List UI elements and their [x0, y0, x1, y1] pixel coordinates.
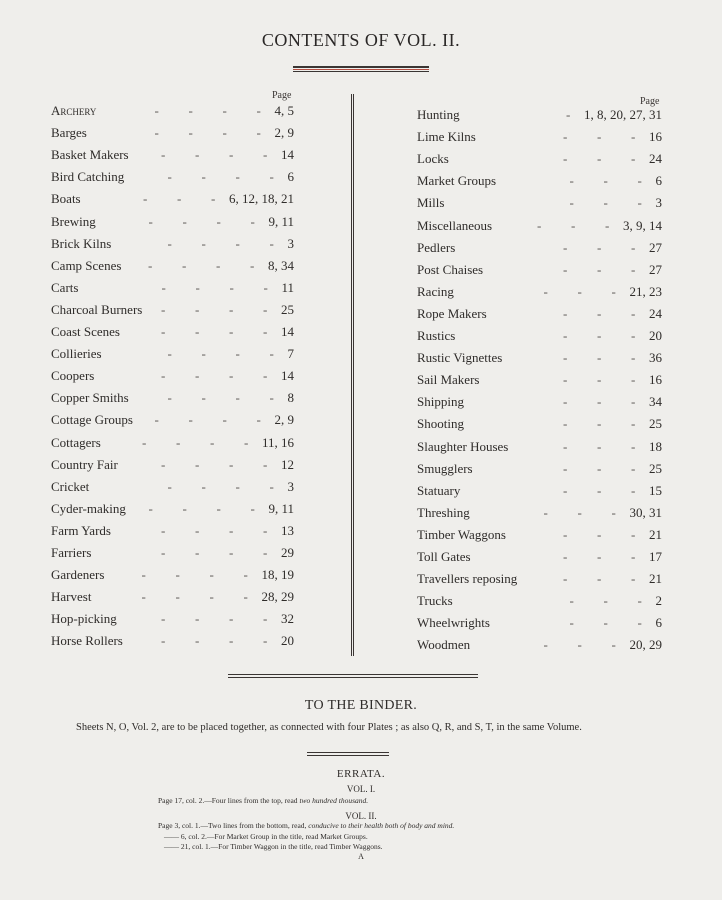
- entry-pages: 12: [281, 456, 294, 472]
- entry-pages: 11: [281, 279, 294, 295]
- right-entry: Lime Kilns - - - 16: [417, 129, 662, 145]
- entry-pages: 16: [649, 372, 662, 388]
- entry-pages: 4, 5: [274, 103, 294, 118]
- errata-vol2-line-1-italic: conducive to their health both of body and mind.: [308, 821, 455, 830]
- right-entry: Trucks - - - 2: [417, 593, 662, 609]
- entry-title: Coast Scenes: [51, 324, 120, 339]
- errata-vol2-label: VOL. II.: [345, 811, 377, 821]
- right-entry: Mills - - - 3: [417, 195, 662, 211]
- entry-pages: 6: [655, 615, 662, 631]
- entry-title: Toll Gates: [417, 549, 471, 564]
- entry-title: Wheelwrights: [417, 615, 490, 631]
- left-entry: Carts - - - - 11: [51, 279, 294, 295]
- left-entry: Barges - - - - 2, 9: [51, 125, 294, 141]
- entry-pages: 30, 31: [629, 504, 662, 520]
- entry-title: Charcoal Burners: [51, 301, 143, 317]
- entry-title: Miscellaneous: [417, 217, 493, 233]
- entry-pages: 1, 8, 20, 27, 31: [584, 107, 662, 122]
- entry-pages: 27: [649, 239, 662, 255]
- entry-pages: 14: [281, 147, 294, 163]
- left-entry: Cottagers - - - - 11, 16: [51, 434, 294, 450]
- entry-title: Mills: [417, 195, 445, 211]
- left-entry: Cyder-making - - - - 9, 11: [51, 500, 294, 516]
- left-entry: Archery - - - - 4, 5: [51, 103, 294, 118]
- page-title: CONTENTS OF VOL. II.: [261, 30, 461, 50]
- errata-vol2-line-1: [158, 821, 454, 830]
- right-entry: Shipping - - - 34: [417, 394, 662, 410]
- right-entry: Rustics - - - 20: [417, 328, 662, 343]
- entry-pages: 9, 11: [268, 500, 294, 516]
- left-entry: Charcoal Burners - - - - 25: [51, 301, 294, 317]
- entry-title: Woodmen: [417, 637, 471, 653]
- left-entry: Bird Catching - - - - 6: [51, 169, 294, 185]
- errata-vol1-line-text: Page 17, col. 2.—Four lines from the top, read: [158, 796, 298, 805]
- right-entry: Shooting - - - 25: [417, 416, 662, 432]
- entry-title: Sail Makers: [417, 372, 480, 388]
- right-entry: Hunting - 1, 8, 20, 27, 31: [417, 107, 662, 122]
- entry-pages: 14: [281, 368, 294, 384]
- entry-pages: 13: [281, 522, 294, 538]
- entry-title: Market Groups: [417, 173, 497, 189]
- entry-pages: 6: [287, 169, 294, 185]
- entry-title: Horse Rollers: [51, 633, 123, 649]
- right-entry: Travellers reposing - - - 21: [417, 571, 662, 587]
- left-entry: Basket Makers - - - - 14: [51, 147, 294, 163]
- left-entry: Copper Smiths - - - - 8: [51, 390, 294, 406]
- column-divider: [351, 94, 354, 656]
- entry-pages: 3: [287, 478, 294, 494]
- left-entry: Coopers - - - - 14: [51, 368, 294, 384]
- entry-title: Bird Catching: [51, 169, 125, 185]
- binder-note: Sheets N, O, Vol. 2, are to be placed together, as connected with four Plates ; as also Q, R, and S, T, in the same Volume.: [76, 722, 582, 733]
- errata-vol1-line-italic: two hundred thousand.: [299, 796, 369, 805]
- entry-title: Copper Smiths: [51, 390, 129, 406]
- errata-vol1-line: [158, 796, 368, 805]
- entry-title: Barges: [51, 125, 87, 141]
- left-entry: Gardeners - - - - 18, 19: [51, 567, 294, 583]
- right-entry: Statuary - - - 15: [417, 482, 662, 498]
- entry-pages: 18, 19: [261, 567, 294, 583]
- left-entry: Horse Rollers - - - - 20: [51, 633, 294, 649]
- right-entry: Slaughter Houses - - - 18: [417, 438, 662, 454]
- right-entry: Timber Waggons - - - 21: [417, 526, 662, 542]
- left-entry: Boats - - - 6, 12, 18, 21: [51, 191, 294, 207]
- entry-title: Cyder-making: [51, 500, 126, 516]
- entry-pages: 15: [649, 482, 662, 498]
- left-entry: Brick Kilns - - - - 3: [51, 235, 294, 251]
- right-page-label: Page: [640, 96, 660, 107]
- entry-pages: 25: [649, 460, 662, 476]
- left-entry: Farm Yards - - - - 13: [51, 522, 294, 538]
- entry-pages: 14: [281, 324, 294, 339]
- entry-pages: 8: [287, 390, 294, 406]
- left-entry: Harvest - - - - 28, 29: [51, 589, 294, 605]
- right-entry: Market Groups - - - 6: [417, 173, 662, 189]
- right-entry: Threshing - - - 30, 31: [417, 504, 662, 520]
- entry-title: Gardeners: [51, 567, 105, 583]
- entry-pages: 2, 9: [274, 125, 294, 141]
- entry-title: Camp Scenes: [51, 257, 122, 273]
- left-entry: Hop-picking - - - - 32: [51, 611, 294, 627]
- entry-pages: 16: [649, 129, 662, 145]
- entry-pages: 34: [649, 394, 662, 410]
- entry-title: Statuary: [417, 482, 461, 498]
- entry-title: Post Chaises: [417, 261, 484, 277]
- title-rule: [293, 66, 429, 72]
- entry-pages: 3, 9, 14: [623, 217, 662, 233]
- right-entry: Woodmen - - - 20, 29: [417, 637, 662, 653]
- entry-title: Farm Yards: [51, 522, 111, 538]
- entry-pages: 7: [287, 346, 294, 362]
- entry-title: Rustics: [417, 328, 456, 343]
- entry-pages: 6, 12, 18, 21: [229, 191, 294, 207]
- right-entry: Racing - - - 21, 23: [417, 283, 662, 299]
- right-entry: Smugglers - - - 25: [417, 460, 662, 476]
- entry-pages: 25: [281, 301, 294, 317]
- entry-pages: 3: [287, 235, 294, 251]
- entry-pages: 32: [281, 611, 294, 627]
- entry-pages: 11, 16: [261, 434, 294, 450]
- errata-vol2-line-3: —— 21, col. 1.—For Timber Waggon in the title, read Timber Waggons.: [164, 842, 383, 851]
- entry-title: Basket Makers: [51, 147, 129, 163]
- entry-title: Collieries: [51, 346, 102, 362]
- left-entry: Cottage Groups - - - - 2, 9: [51, 412, 294, 428]
- right-entry: Rope Makers - - - 24: [417, 305, 662, 321]
- entry-pages: 2, 9: [274, 412, 294, 428]
- entry-title: Brewing: [51, 213, 96, 229]
- entry-title: Hop-picking: [51, 611, 117, 627]
- errata-title: ERRATA.: [336, 768, 386, 780]
- entry-pages: 21: [649, 526, 662, 542]
- entry-title: Cottagers: [51, 434, 101, 450]
- right-entry: Post Chaises - - - 27: [417, 261, 662, 277]
- entry-title: Cottage Groups: [51, 412, 133, 428]
- binder-title: TO THE BINDER.: [304, 698, 418, 713]
- left-entry: Camp Scenes - - - - 8, 34: [51, 257, 294, 273]
- entry-title: Trucks: [417, 593, 453, 609]
- entry-title: Locks: [417, 151, 449, 167]
- left-entry: Collieries - - - - 7: [51, 346, 294, 362]
- right-entry: Locks - - - 24: [417, 151, 662, 167]
- entry-pages: 28, 29: [261, 589, 294, 605]
- entry-title: Rope Makers: [417, 305, 487, 321]
- entry-title: Shipping: [417, 394, 464, 410]
- right-entry: Rustic Vignettes - - - 36: [417, 350, 662, 366]
- entry-title: Harvest: [51, 589, 92, 605]
- left-entry: Cricket - - - - 3: [51, 478, 294, 494]
- entry-pages: 36: [649, 350, 662, 366]
- entry-pages: 21: [649, 571, 662, 587]
- entry-title: Coopers: [51, 368, 95, 384]
- entry-pages: 6: [655, 173, 662, 189]
- entry-title: Racing: [417, 283, 454, 299]
- entry-title: Pedlers: [417, 239, 456, 255]
- entry-pages: 20, 29: [629, 637, 662, 653]
- entry-pages: 24: [649, 305, 662, 321]
- entry-pages: 24: [649, 151, 662, 167]
- errata-vol2-line-1-text: Page 3, col. 1.—Two lines from the bottom, read,: [158, 821, 307, 830]
- right-entry: Miscellaneous - - - 3, 9, 14: [417, 217, 662, 233]
- entry-pages: 9, 11: [268, 213, 294, 229]
- left-entry: Brewing - - - - 9, 11: [51, 213, 294, 229]
- entry-pages: 27: [649, 261, 662, 277]
- entry-title: Slaughter Houses: [417, 438, 509, 454]
- entry-pages: 3: [655, 195, 662, 211]
- entry-title: Threshing: [417, 504, 470, 520]
- entry-pages: 8, 34: [268, 257, 294, 273]
- right-entry: Toll Gates - - - 17: [417, 549, 662, 564]
- entry-title: Lime Kilns: [417, 129, 476, 145]
- entry-pages: 29: [281, 545, 294, 560]
- entry-pages: 20: [281, 633, 294, 649]
- left-entry: Country Fair - - - - 12: [51, 456, 294, 472]
- entry-pages: 21, 23: [629, 283, 662, 299]
- right-entry: Pedlers - - - 27: [417, 239, 662, 255]
- entry-title: Smugglers: [417, 460, 473, 476]
- left-page-label: Page: [272, 90, 292, 101]
- entry-pages: 20: [649, 328, 662, 343]
- right-entry: Sail Makers - - - 16: [417, 372, 662, 388]
- entry-title: Country Fair: [51, 456, 118, 472]
- entry-title: Brick Kilns: [51, 235, 112, 251]
- entry-pages: 25: [649, 416, 662, 432]
- entry-title: Shooting: [417, 416, 464, 432]
- errata-vol1-label: VOL. I.: [346, 784, 376, 794]
- entry-title: Farriers: [51, 545, 92, 560]
- entry-title: Travellers reposing: [417, 571, 518, 587]
- errata-rule: [307, 752, 389, 756]
- entry-title: Archery: [51, 103, 97, 118]
- entry-title: Boats: [51, 191, 81, 207]
- entry-pages: 17: [649, 549, 662, 564]
- errata-vol2-line-2: —— 6, col. 2.—For Market Group in the title, read Market Groups.: [164, 832, 368, 841]
- entry-title: Rustic Vignettes: [417, 350, 503, 366]
- entry-title: Hunting: [417, 107, 460, 122]
- left-entry: Coast Scenes - - - - 14: [51, 324, 294, 339]
- entry-pages: 2: [655, 593, 662, 609]
- right-entry: Wheelwrights - - - 6: [417, 615, 662, 631]
- section-rule: [228, 674, 478, 678]
- entry-title: Carts: [51, 279, 79, 295]
- entry-pages: 18: [649, 438, 662, 454]
- left-entry: Farriers - - - - 29: [51, 545, 294, 560]
- signature-mark: A: [358, 852, 364, 861]
- entry-title: Timber Waggons: [417, 526, 506, 542]
- entry-title: Cricket: [51, 478, 90, 494]
